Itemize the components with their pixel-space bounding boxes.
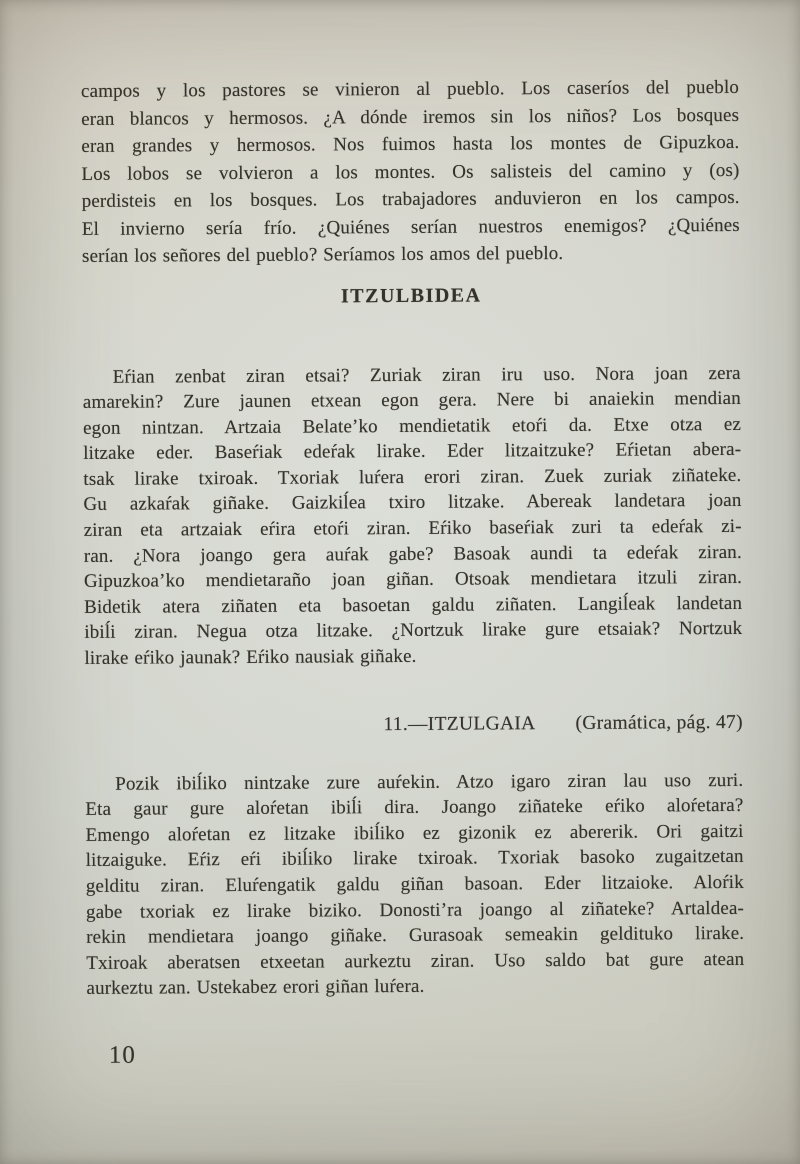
text-line: Los lobos se volvieron a los montes. Os salisteis del camino y (os) <box>81 159 740 185</box>
text-line: El invierno sería frío. ¿Quiénes serían nuestros enemigos? ¿Quiénes <box>81 214 740 240</box>
text-line: ziran eta artzaiak eŕira etoŕi ziran. Eŕiko baseŕiak zuri ta edeŕak zi- <box>83 515 742 541</box>
text-line: serían los señores del pueblo? Seríamos los amos del pueblo. <box>81 242 564 267</box>
text-line: ibiĺi ziran. Negua otza litzake. ¿Nortzuk lirake gure etsaiak? Nortzuk <box>84 618 743 644</box>
text-line: egon nintzan. Artzaia Belate’ko mendietatik etoŕi da. Etxe otza ez <box>82 413 742 439</box>
text-line: rekin mendietara joango giñake. Gurasoak semeakin geldituko lirake. <box>86 923 745 949</box>
text-line: tsak lirake txiroak. Txoriak luŕera erori ziran. Zuek zuriak ziñateke. <box>83 464 742 490</box>
paragraph-itzulbidea-text <box>83 360 743 671</box>
text-line: Eŕian zenbat ziran etsai? Zuriak ziran iru uso. Nora joan zera <box>112 362 741 388</box>
text-line: Txiroak aberatsen etxeetan aurkeztu ziran. Uso saldo bat gure atean <box>86 948 745 974</box>
text-line: lirake eŕiko jaunak? Eŕiko nausiak giñake. <box>84 645 417 669</box>
text-line: Gu azkaŕak giñake. Gaizkiĺea txiro litzake. Abereak landetara joan <box>83 490 742 516</box>
paragraph-itzulgaia-text <box>85 768 744 1002</box>
text-line: ran. ¿Nora joango gera auŕak gabe? Basoak aundi ta edeŕak ziran. <box>83 541 742 567</box>
exercise-number-title: 11.—ITZULGAIA <box>383 712 536 735</box>
section-heading-itzulbidea: ITZULBIDEA <box>340 283 482 307</box>
paragraph-spanish-translation <box>81 74 740 271</box>
text-line: eran blancos y hermosos. ¿A dónde iremos sin los niños? Los bosques <box>81 104 740 130</box>
text-line: Emengo aloŕetan ez litzake ibiĺiko ez gizonik ez abererik. Ori gaitzi <box>85 820 744 846</box>
text-line: perdisteis en los bosques. Los trabajadores anduvieron en los campos. <box>81 186 740 212</box>
text-line: Eta gaur gure aloŕetan ibiĺi dira. Joango ziñateke eŕiko aloŕetara? <box>85 795 744 821</box>
page-number: 10 <box>108 1041 136 1069</box>
text-line: eran grandes y hermosos. Nos fuimos hasta los montes de Gipuzkoa. <box>81 131 740 157</box>
text-line: Pozik ibiĺiko nintzake zure auŕekin. Atzo igaro ziran lau uso zuri. <box>115 769 744 795</box>
text-line: gelditu ziran. Eluŕengatik galdu giñan basoan. Eder litzaioke. Aloŕik <box>85 871 744 897</box>
exercise-heading <box>85 710 743 740</box>
text-line: litzaiguke. Eŕiz eŕi ibiĺiko lirake txiroak. Txoriak basoko zugaitzetan <box>85 846 744 872</box>
exercise-grammar-reference: (Gramática, pág. 47) <box>575 711 743 734</box>
text-line: gabe txoriak ez lirake biziko. Donosti’ra joango al ziñateke? Artaldea- <box>85 897 745 923</box>
text-line: litzake eder. Baseŕiak edeŕak lirake. Eder litzaitzuke? Eŕietan abera- <box>83 439 742 465</box>
text-line: aurkeztu zan. Ustekabez erori giñan luŕera. <box>86 976 425 1000</box>
text-line: campos y los pastores se vinieron al pueblo. Los caseríos del pueblo <box>80 76 740 102</box>
text-line: Bidetik atera ziñaten eta basoetan galdu ziñaten. Langiĺeak landetan <box>84 592 743 618</box>
text-line: amarekin? Zure jaunen etxean egon gera. Nere bi anaiekin mendian <box>82 388 741 414</box>
text-line: Gipuzkoa’ko mendietaraño joan giñan. Otsoak mendietara itzuli ziran. <box>83 567 743 593</box>
